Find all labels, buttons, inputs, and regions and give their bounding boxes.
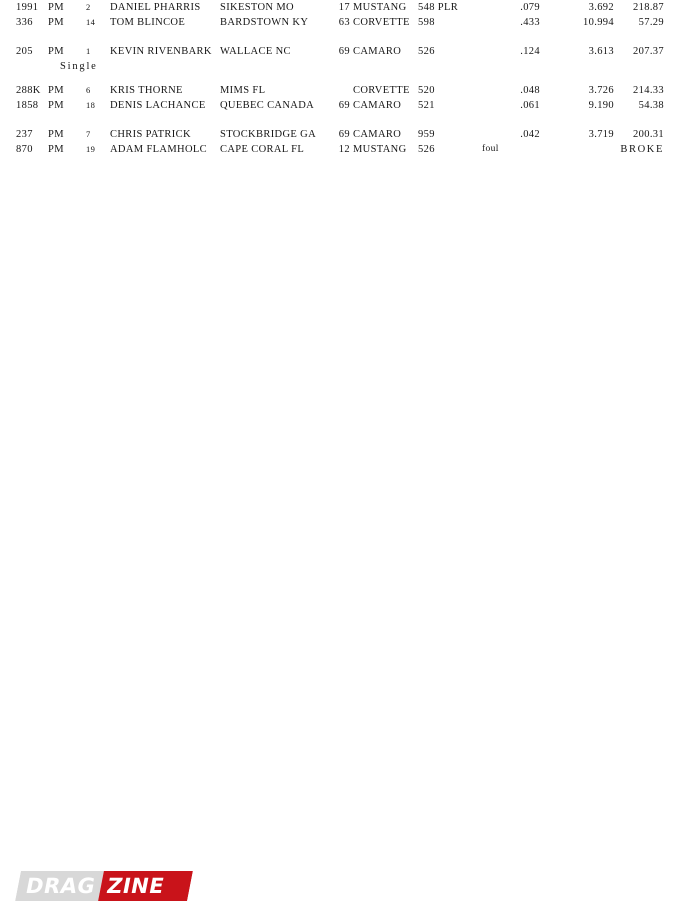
reaction-time: .042 [520, 129, 540, 140]
elapsed-time: 3.726 [588, 85, 614, 96]
hometown: BARDSTOWN KY [220, 17, 309, 28]
vehicle-model: CORVETTE [353, 17, 410, 28]
lane-number: 1 [86, 46, 91, 56]
vehicle-model: CAMARO [353, 46, 402, 57]
dial-in: 548 PLR [418, 2, 459, 13]
elapsed-time: 3.719 [588, 129, 614, 140]
reaction-time: .061 [520, 100, 540, 111]
elapsed-time: 3.692 [588, 2, 614, 13]
reaction-time: .124 [520, 46, 540, 57]
row-gap [0, 113, 688, 127]
row-gap [0, 74, 688, 83]
speed-mph: 54.38 [638, 100, 664, 111]
car-number: 288K [16, 85, 41, 96]
class-code: PM [48, 17, 64, 28]
foul-flag: foul [482, 144, 499, 154]
reaction-time: .433 [520, 17, 540, 28]
hometown: CAPE CORAL FL [220, 144, 305, 155]
car-number: 205 [16, 46, 33, 57]
lane-number: 7 [86, 129, 91, 139]
class-code: PM [48, 144, 64, 155]
vehicle-model: CAMARO [353, 100, 402, 111]
driver-name: TOM BLINCOE [110, 17, 186, 28]
table-row [0, 15, 688, 30]
dial-in: 598 [418, 17, 435, 28]
vehicle-year: 69 [338, 46, 350, 57]
hometown: WALLACE NC [220, 46, 291, 57]
hometown: STOCKBRIDGE GA [220, 129, 317, 140]
car-number: 870 [16, 144, 33, 155]
table-row [0, 127, 688, 142]
lane-number: 18 [86, 100, 96, 110]
elapsed-time: 3.613 [588, 46, 614, 57]
elapsed-time: 10.994 [583, 17, 614, 28]
lane-number: 6 [86, 85, 91, 95]
table-row [0, 44, 688, 59]
driver-name: KRIS THORNE [110, 85, 183, 96]
hometown: QUEBEC CANADA [220, 100, 315, 111]
lane-number: 19 [86, 144, 96, 154]
class-code: PM [48, 46, 64, 57]
dial-in: 959 [418, 129, 435, 140]
driver-name: ADAM FLAMHOLC [110, 144, 208, 155]
hometown: SIKESTON MO [220, 2, 294, 13]
car-number: 237 [16, 129, 33, 140]
table-row [0, 0, 688, 15]
single-run-row [0, 59, 688, 74]
speed-mph: 57.29 [638, 17, 664, 28]
dial-in: 520 [418, 85, 435, 96]
speed-mph: 200.31 [633, 129, 664, 140]
vehicle-year: 63 [338, 17, 350, 28]
reaction-time: .079 [520, 2, 540, 13]
results-table [0, 0, 688, 157]
vehicle-model: MUSTANG [353, 2, 407, 13]
reaction-time: .048 [520, 85, 540, 96]
watermark-zine-text: ZINE [98, 871, 193, 901]
vehicle-year: 69 [338, 129, 350, 140]
speed-mph: 214.33 [633, 85, 664, 96]
car-number: 1991 [16, 2, 39, 13]
table-row [0, 142, 688, 157]
vehicle-model: MUSTANG [353, 144, 407, 155]
class-code: PM [48, 2, 64, 13]
single-label: Single [60, 61, 98, 72]
dial-in: 526 [418, 46, 435, 57]
vehicle-year: 12 [338, 144, 350, 155]
driver-name: DANIEL PHARRIS [110, 2, 201, 13]
driver-name: CHRIS PATRICK [110, 129, 191, 140]
status-note: BROKE [620, 144, 664, 155]
vehicle-model: CAMARO [353, 129, 402, 140]
dragzine-watermark [15, 871, 193, 901]
class-code: PM [48, 100, 64, 111]
class-code: PM [48, 85, 64, 96]
elapsed-time: 9.190 [588, 100, 614, 111]
speed-mph: 207.37 [633, 46, 664, 57]
table-row [0, 98, 688, 113]
driver-name: KEVIN RIVENBARK [110, 46, 212, 57]
class-code: PM [48, 129, 64, 140]
vehicle-year: 17 [338, 2, 350, 13]
car-number: 336 [16, 17, 33, 28]
hometown: MIMS FL [220, 85, 266, 96]
row-gap [0, 30, 688, 44]
watermark-drag-text: DRAG [15, 871, 104, 901]
lane-number: 2 [86, 2, 91, 12]
lane-number: 14 [86, 17, 96, 27]
car-number: 1858 [16, 100, 39, 111]
dial-in: 521 [418, 100, 435, 111]
vehicle-year: 69 [338, 100, 350, 111]
driver-name: DENIS LACHANCE [110, 100, 206, 111]
table-row [0, 83, 688, 98]
vehicle-model: CORVETTE [353, 85, 410, 96]
speed-mph: 218.87 [633, 2, 664, 13]
dial-in: 526 [418, 144, 435, 155]
